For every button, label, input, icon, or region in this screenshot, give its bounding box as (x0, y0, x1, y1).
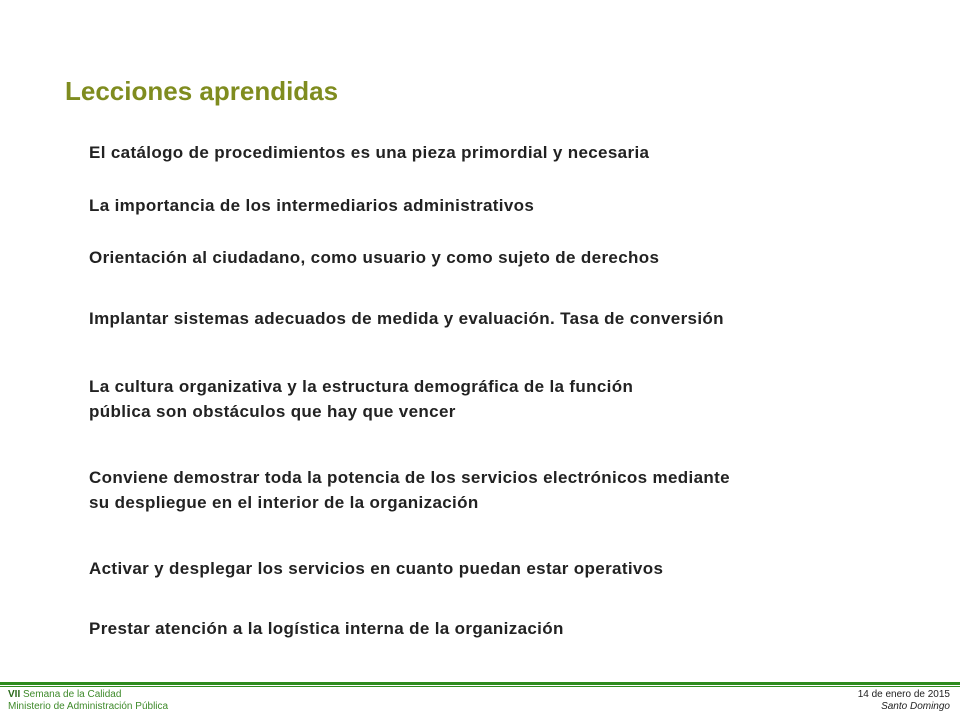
lesson-line: La importancia de los intermediarios administrativos (89, 196, 535, 215)
lesson-item-7 (89, 556, 663, 581)
footer-divider-thin (0, 686, 960, 687)
lesson-line: El catálogo de procedimientos es una pieza primordial y necesaria (89, 143, 650, 162)
lesson-line: pública son obstáculos que hay que vencer (89, 402, 456, 421)
lesson-line: Orientación al ciudadano, como usuario y como sujeto de derechos (89, 248, 660, 267)
ministry-name: Ministerio de Administración Pública (8, 701, 169, 712)
lesson-line: Conviene demostrar toda la potencia de los servicios electrónicos mediante (89, 468, 730, 487)
lesson-line: su despliegue en el interior de la organización (89, 493, 479, 512)
event-title (8, 689, 168, 701)
footer-divider (0, 682, 960, 685)
lesson-line: Implantar sistemas adecuados de medida y evaluación. Tasa de conversión (89, 309, 724, 328)
lesson-line: La cultura organizativa y la estructura demográfica de la función (89, 377, 634, 396)
slide-title: Lecciones aprendidas (65, 76, 339, 106)
lesson-item-6 (89, 465, 730, 515)
lesson-item-1 (89, 140, 649, 165)
lesson-item-4 (89, 306, 724, 331)
event-date: 14 de enero de 2015 (857, 689, 950, 700)
footer-event-info (8, 689, 168, 713)
lesson-line: Prestar atención a la logística interna de la organización (89, 619, 564, 638)
lesson-line: Activar y desplegar los servicios en cuanto puedan estar operativos (89, 559, 664, 578)
lesson-item-8 (89, 616, 564, 641)
event-numeral: VII (8, 689, 21, 700)
lesson-item-2 (89, 193, 534, 218)
event-name: Semana de la Calidad (23, 689, 122, 700)
lesson-item-3 (89, 245, 659, 270)
lesson-item-5 (89, 374, 633, 424)
event-place: Santo Domingo (881, 701, 950, 712)
footer-date-place (858, 689, 950, 713)
